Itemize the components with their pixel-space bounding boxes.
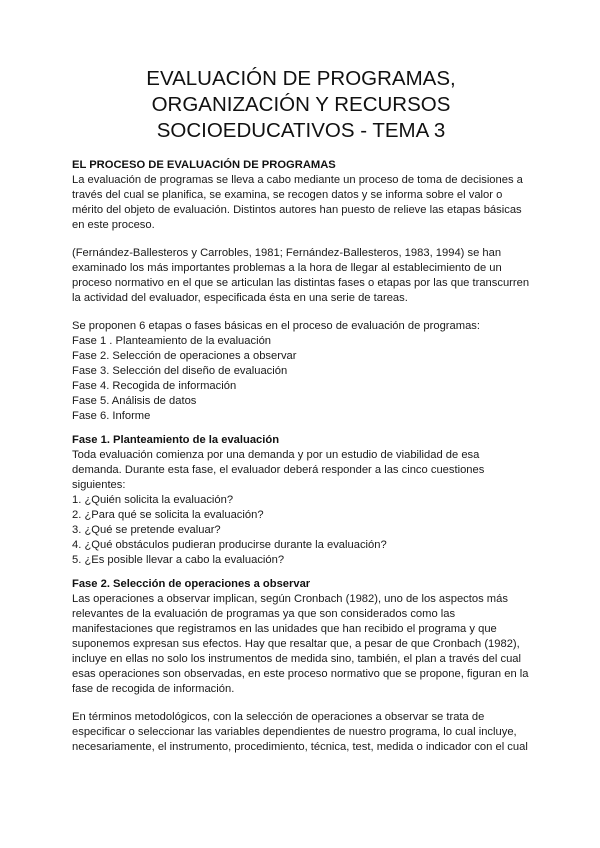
title-line-1: EVALUACIÓN DE PROGRAMAS, [146,67,456,90]
phase-list [72,334,530,424]
section-heading: Fase 2. Selección de operaciones a observar [72,578,311,590]
section-evaluation-process [72,158,530,424]
list-item: Fase 1 . Planteamiento de la evaluación [72,335,272,347]
section-heading: Fase 1. Planteamiento de la evaluación [72,434,280,446]
list-item: 3. ¿Qué se pretende evaluar? [72,524,221,536]
list-item: 1. ¿Quién solicita la evaluación? [72,494,234,506]
list-item: 5. ¿Es posible llevar a cabo la evaluación? [72,554,285,566]
paragraph: En términos metodológicos, con la selección de operaciones a observar se trata de especificar o seleccionar las variables dependientes de nuestro programa, lo cual incluye, necesariamente, el instrumento, procedimiento, técnica, test, medida o indicador con el cual [72,711,528,753]
paragraph: La evaluación de programas se lleva a cabo mediante un proceso de toma de decisiones a través del cual se planifica, se examina, se recogen datos y se informa sobre el valor o mérito del objeto de evaluación. Distintos autores han puesto de relieve las etapas básicas en este proceso. [72,174,523,231]
section-phase-2 [72,577,530,755]
list-item: Fase 5. Análisis de datos [72,395,197,407]
paragraph: Toda evaluación comienza por una demanda y por un estudio de viabilidad de esa demanda. Durante esta fase, el evaluador deberá responder a las cinco cuestiones siguientes: [72,449,485,491]
list-item: Fase 4. Recogida de información [72,380,237,392]
document-page [72,66,530,755]
question-list [72,493,530,568]
section-heading: EL PROCESO DE EVALUACIÓN DE PROGRAMAS [72,159,336,171]
list-item: 4. ¿Qué obstáculos pudieran producirse durante la evaluación? [72,539,387,551]
title-line-3: SOCIOEDUCATIVOS - TEMA 3 [156,119,446,142]
list-item: Fase 2. Selección de operaciones a observar [72,350,297,362]
section-phase-1 [72,433,530,568]
document-title [72,66,530,144]
list-item: Fase 6. Informe [72,410,151,422]
title-line-2: ORGANIZACIÓN Y RECURSOS [151,93,451,116]
paragraph: Las operaciones a observar implican, según Cronbach (1982), uno de los aspectos más relevantes de la evaluación de programas ya que son considerados como las manifestaciones que registramos en las unidades que han recibido el programa y que suponemos expresan sus efectos. Hay que resaltar que, a pesar de que Cronbach (1982), incluye en ellas no solo los instrumentos de medida sino, también, el plan a través del cual esas operaciones son observadas, en este proceso normativo que se propone, figuran en la fase de recogida de información. [72,593,529,695]
paragraph: (Fernández-Ballesteros y Carrobles, 1981; Fernández-Ballesteros, 1983, 1994) se han examinado los más importantes problemas a la hora de llegar al establecimiento de un proceso normativo en el que se articulan las distintas fases o etapas por las que transcurren la actividad del evaluador, especificada ésta en una serie de tareas. [72,247,530,304]
paragraph-intro: Se proponen 6 etapas o fases básicas en el proceso de evaluación de programas: [72,320,480,332]
list-item: Fase 3. Selección del diseño de evaluación [72,365,288,377]
list-item: 2. ¿Para qué se solicita la evaluación? [72,509,264,521]
